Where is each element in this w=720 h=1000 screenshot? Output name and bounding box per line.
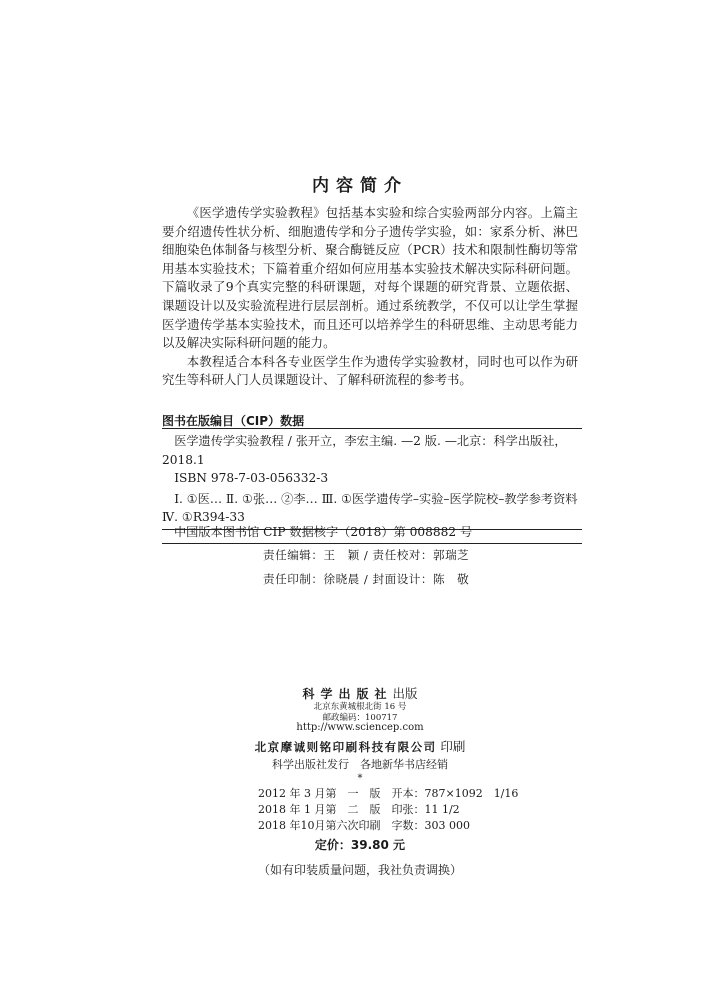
distribution-line: 科学出版社发行 各地新华书店经销 (272, 758, 448, 771)
publisher-website: http://www.sciencep.com (296, 722, 424, 733)
edition-line-1: 2012 年 3 月第 一 版 开本：787×1092 1/16 (258, 787, 519, 800)
printer-name: 北京摩诚则铭印刷科技有限公司 (254, 740, 437, 754)
printer-suffix: 印刷 (440, 739, 466, 754)
separator-star: * (357, 773, 363, 784)
summary-title: 内容简介 (312, 176, 408, 196)
edition-info (258, 786, 518, 835)
summary-paragraph-1: 《医学遗传学实验教程》包括基本实验和综合实验两部分内容。上篇主要介绍遗传性状分析、细胞遗传学和分子遗传学实验，如：家系分析、淋巴细胞染色体制备与核型分析、聚合酶链反应（PCR）技术和限制性酶切等常用基本实验技术；下篇着重介绍如何应用基本实验技术解决实际科研问题。下篇收录了9个真实完整的科研课题，对每个课题的研究背景、立题依据、课题设计以及实验流程进行层层剖析。通过系统教学，不仅可以让学生掌握医学遗传学基本实验技术，而且还可以培养学生的科研思维、主动思考能力以及解决实际科研问题的能力。 (162, 205, 578, 351)
publisher-suffix: 出版 (392, 686, 418, 701)
staff-editors-text: 责任编辑：王 颖 / 责任校对：郭瑞芝 (263, 548, 470, 562)
cip-entry: 医学遗传学实验教程 / 张开立，李宏主编. —2 版. —北京：科学出版社，2018.1 (162, 434, 567, 467)
publisher-postcode: 邮政编码：100717 (322, 713, 398, 723)
cip-record-text: 中国版本图书馆 CIP 数据核字（2018）第 008882 号 (174, 525, 473, 539)
edition-line-2: 2018 年 1 月第 二 版 印张：11 1/2 (258, 803, 460, 817)
publisher-address: 北京东黄城根北街 16 号 (313, 702, 407, 712)
price: 定价：39.80 元 (314, 838, 406, 852)
cip-isbn: ISBN 978-7-03-056332-3 (174, 471, 329, 486)
summary-text (162, 204, 578, 390)
edition-line-3: 2018 年10月第六次印刷 字数：303 000 (258, 819, 470, 833)
cip-subjects: Ⅰ. ①医… Ⅱ. ①张… ②李… Ⅲ. ①医学遗传学–实验–医学院校–教学参考资料 Ⅳ. ①R394-33 (162, 491, 578, 525)
cip-title: 图书在版编目（CIP）数据 (162, 414, 305, 428)
staff-production-text: 责任印制：徐晓晨 / 封面设计：陈 敬 (263, 572, 470, 586)
summary-paragraph-2: 本教程适合本科各专业医学生作为遗传学实验教材，同时也可以作为研究生等科研人门人员课题设计、了解科研流程的参考书。 (162, 353, 578, 388)
printer-line (0, 737, 720, 755)
cip-record-number (162, 523, 582, 544)
cip-record (162, 428, 582, 530)
publisher-name: 科学出版社 (302, 687, 393, 701)
quality-notice: （如有印装质量问题，我社负责调换） (257, 863, 462, 877)
